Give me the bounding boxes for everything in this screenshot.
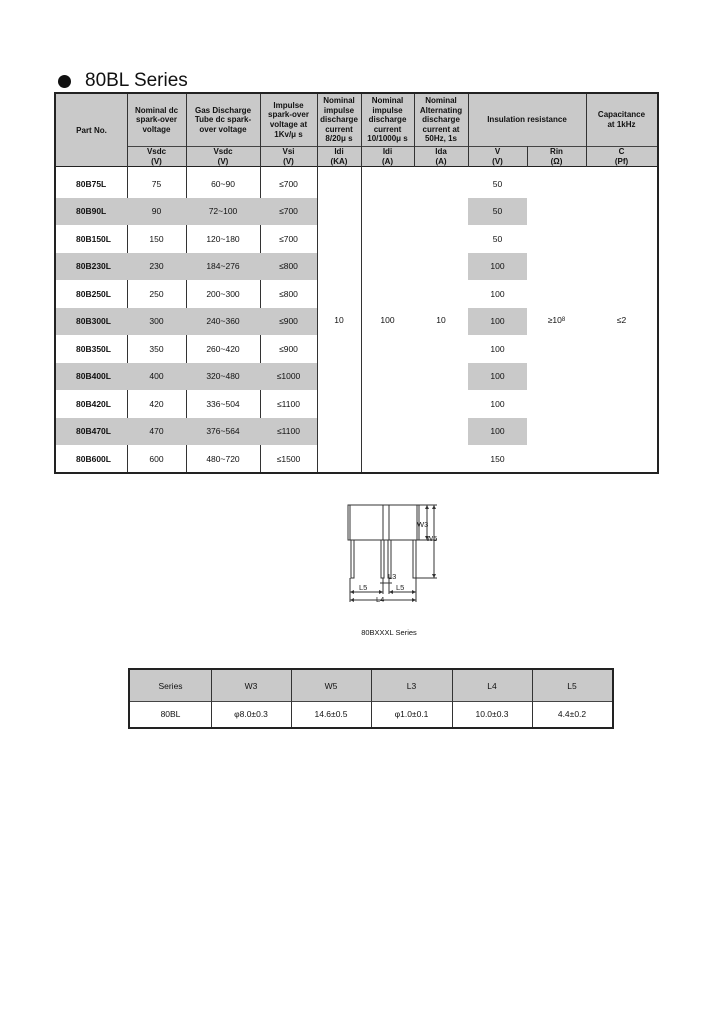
subheader-sym: Idi: [382, 146, 393, 156]
merged-ida-a: 10: [436, 314, 446, 325]
cell-nominal: 250: [149, 288, 164, 299]
label-l4: L4: [376, 595, 385, 604]
header-alternating-discharge: Nominal Alternating discharge current at 50Hz, 1s: [419, 96, 463, 144]
merged-idi-ka: 10: [334, 314, 344, 325]
cell-impulse: ≤800: [279, 288, 298, 299]
cell-range: 260~420: [206, 343, 240, 354]
spec-table-header: [56, 94, 657, 167]
subheader-vsdc-range: [186, 146, 260, 167]
subheader-unit: (A): [435, 156, 447, 166]
cell-impulse: ≤800: [279, 261, 298, 272]
cell-ir-v: 100: [490, 316, 505, 327]
cell-nominal: 600: [149, 453, 164, 464]
dim-header-l3: L3: [406, 680, 417, 691]
label-w3: W3: [417, 520, 429, 529]
subheader-vsdc-nominal: [127, 146, 186, 167]
cell-ir-v: 150: [490, 453, 505, 464]
cell-range: 60~90: [211, 178, 235, 189]
dim-header-l4: L4: [487, 680, 497, 691]
drawing-caption: 80BXXXL Series: [361, 628, 417, 637]
cell-nominal: 400: [149, 371, 164, 382]
cell-ir-v: 100: [490, 288, 505, 299]
lead-center: [381, 540, 384, 578]
subheader-unit: (V): [217, 156, 229, 166]
merged-rin: [527, 167, 586, 472]
dim-header-series: Series: [158, 680, 183, 691]
subheader-unit: (Pf): [614, 156, 629, 166]
arrow-icon: [412, 590, 416, 594]
header-impulse-sparkover: Impulse spark-over voltage at 1Kv/μ s: [268, 100, 309, 139]
label-w5: W5: [426, 534, 438, 543]
subheader-sym: V: [494, 146, 501, 156]
cell-impulse: ≤700: [279, 178, 298, 189]
cell-impulse: ≤1000: [276, 371, 301, 382]
header-impulse-discharge-10-1000: Nominal impulse discharge current 10/1000μ s: [367, 96, 408, 144]
cell-part: 80B300L: [76, 316, 111, 327]
arrow-icon: [425, 505, 429, 509]
cell-part: 80B420L: [76, 398, 111, 409]
cell-nominal: 420: [149, 398, 164, 409]
cell-part: 80B350L: [76, 343, 111, 354]
cell-part: 80B250L: [76, 288, 111, 299]
cell-ir-v: 100: [490, 398, 505, 409]
label-l5-left: L5: [359, 583, 368, 592]
series-title: [58, 70, 188, 92]
cell-part: 80B230L: [76, 261, 111, 272]
arrow-icon: [389, 590, 393, 594]
cell-impulse: ≤1500: [276, 453, 301, 464]
dim-header-w3: W3: [244, 680, 258, 691]
cell-nominal: 350: [149, 343, 164, 354]
arrow-icon: [350, 598, 354, 602]
subheader-sym: Rin: [550, 146, 563, 156]
dim-cell-l5: 4.4±0.2: [557, 709, 587, 719]
subheader-ida: [414, 146, 468, 167]
merged-cap: ≤2: [616, 314, 627, 325]
col-divider: [586, 94, 587, 167]
subheader-unit: (V): [283, 156, 294, 166]
cell-range: 200~300: [206, 288, 240, 299]
dim-cell-l3: φ1.0±0.1: [394, 709, 429, 719]
subheader-sym: Vsdc: [213, 146, 233, 156]
arrow-icon: [379, 590, 383, 594]
cell-impulse: ≤900: [279, 343, 298, 354]
header-divider: [127, 146, 657, 147]
cell-range: 376~564: [206, 426, 240, 437]
dim-header-w5: W5: [324, 680, 338, 691]
subheader-unit: (V): [492, 156, 503, 166]
cell-range: 336~504: [206, 398, 240, 409]
subheader-sym: Vsdc: [146, 146, 167, 156]
cell-range: 72~100: [208, 206, 238, 217]
cell-part: 80B470L: [76, 426, 111, 437]
dim-cell-w5: 14.6±0.5: [314, 709, 348, 719]
cell-ir-v: 100: [490, 371, 505, 382]
subheader-unit: (A): [381, 156, 394, 166]
cell-ir-v: 50: [492, 233, 503, 244]
cell-nominal: 150: [149, 233, 164, 244]
cell-part: 80B150L: [76, 233, 111, 244]
cell-part: 80B400L: [76, 371, 111, 382]
cell-impulse: ≤1100: [277, 398, 300, 409]
cell-part: 80B600L: [76, 453, 111, 464]
cell-range: 120~180: [206, 233, 240, 244]
subheader-vsi: [260, 146, 317, 167]
series-title-text: 80BL Series: [85, 70, 188, 91]
col-divider: [414, 94, 415, 167]
rin-exp: 8: [561, 316, 566, 323]
label-l5-right: L5: [396, 583, 405, 592]
arrow-icon: [432, 574, 436, 578]
subheader-sym: C: [618, 146, 625, 156]
label-l3: L3: [388, 572, 397, 581]
cell-impulse: ≤900: [279, 316, 298, 327]
subheader-unit: (Ω): [550, 156, 563, 166]
spec-table: [54, 92, 659, 474]
header-impulse-discharge-8-20: Nominal impulse discharge current 8/20μ s: [320, 96, 358, 144]
cell-range: 320~480: [206, 371, 240, 382]
bullet-icon: [58, 75, 71, 88]
cell-range: 480~720: [206, 453, 240, 464]
subheader-sym: Vsi: [282, 146, 295, 156]
dim-cell-l4: 10.0±0.3: [475, 709, 509, 719]
col-divider: [468, 94, 469, 167]
cell-ir-v: 50: [492, 206, 503, 217]
cell-ir-v: 100: [490, 426, 505, 437]
cell-part: 80B90L: [76, 206, 107, 217]
header-capacitance: Capacitance at 1kHz: [597, 110, 646, 129]
dim-header-l5: L5: [567, 680, 577, 691]
subheader-cap: [586, 146, 657, 167]
subheader-sym: Ida: [435, 146, 447, 156]
cell-nominal: 470: [149, 426, 164, 437]
subheader-unit: (V): [151, 156, 162, 166]
cell-range: 184~276: [206, 261, 240, 272]
subheader-idi-ka: [317, 146, 361, 167]
arrow-icon: [432, 505, 436, 509]
subheader-sym: Idi: [334, 146, 344, 156]
subheader-rin: [527, 146, 586, 167]
cell-ir-v: 100: [490, 343, 505, 354]
cell-ir-v: 100: [490, 261, 505, 272]
header-insulation-resistance: Insulation resistance: [487, 115, 567, 125]
cell-nominal: 230: [149, 261, 164, 272]
header-part-no: Part No.: [76, 125, 107, 135]
cell-nominal: 300: [149, 316, 164, 327]
arrow-icon: [412, 598, 416, 602]
cell-ir-v: 50: [492, 178, 503, 189]
cell-impulse: ≤1100: [277, 426, 300, 437]
header-gas-discharge-tube: Gas Discharge Tube dc spark-over voltage: [194, 105, 252, 134]
dimension-table: [128, 668, 614, 729]
subheader-ir-v: [468, 146, 527, 167]
cell-range: 240~360: [206, 316, 240, 327]
dim-cell-series: 80BL: [160, 709, 181, 719]
cell-impulse: ≤700: [279, 233, 298, 244]
dim-cell-w3: φ8.0±0.3: [234, 709, 268, 719]
lead-right: [413, 540, 416, 578]
cell-nominal: 90: [151, 206, 162, 217]
component-drawing: [340, 498, 450, 610]
cell-impulse: ≤700: [279, 206, 298, 217]
subheader-idi-a: [361, 146, 414, 167]
lead-left: [351, 540, 354, 578]
subheader-unit: (KA): [330, 156, 348, 166]
cell-nominal: 75: [151, 178, 162, 189]
cell-part: 80B75L: [76, 178, 107, 189]
rin-prefix: ≥10: [547, 314, 562, 325]
arrow-icon: [350, 590, 354, 594]
merged-idi-a: 100: [380, 314, 395, 325]
header-nominal-dc-sparkover: Nominal dc spark-over voltage: [134, 105, 179, 134]
col-divider: [527, 146, 528, 167]
